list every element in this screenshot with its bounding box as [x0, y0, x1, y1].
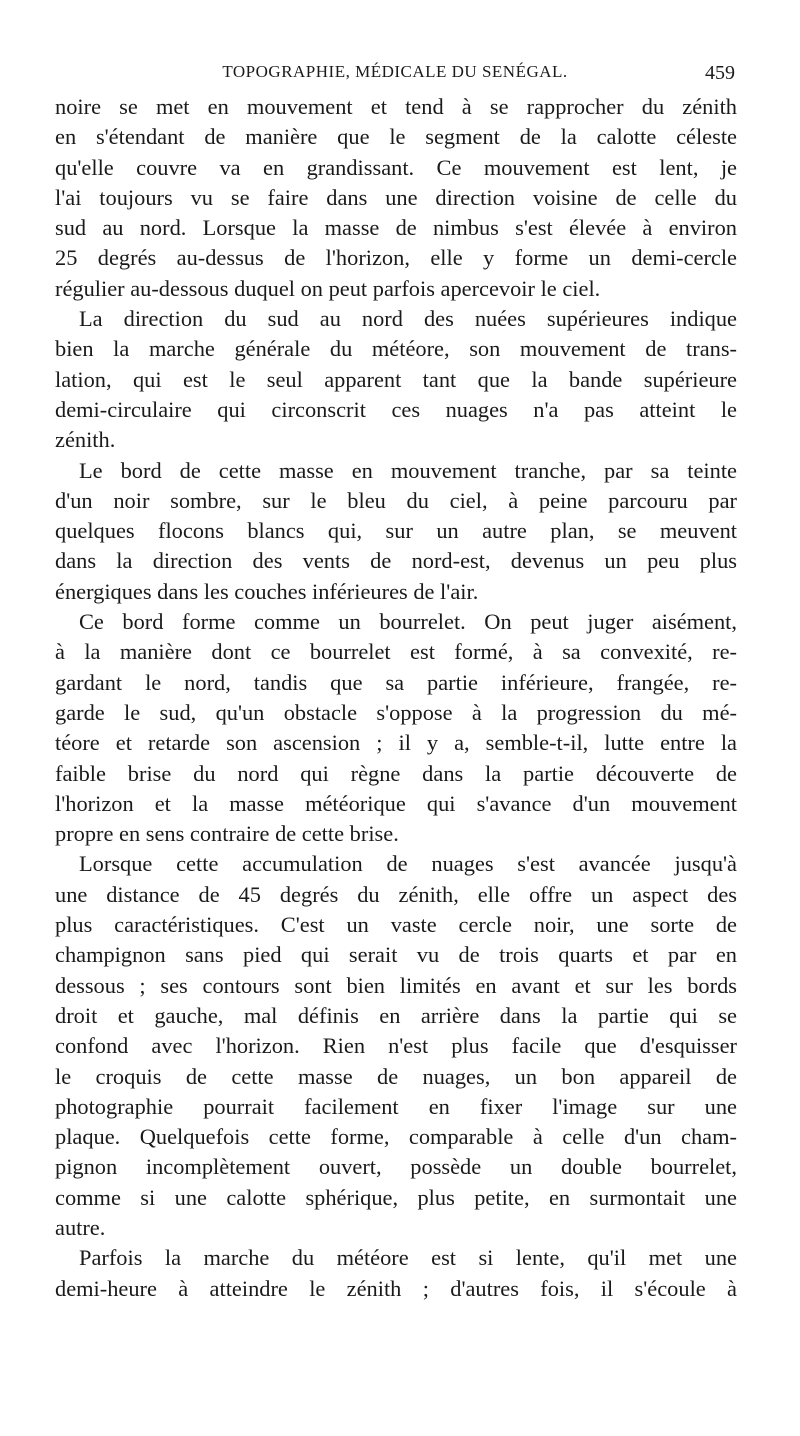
text-line: lation, qui est le seul apparent tant que la bande supérieure — [55, 366, 737, 392]
text-line: qu'elle couvre va en grandissant. Ce mouvement est lent, je — [55, 154, 737, 180]
text-line: Le bord de cette masse en mouvement tranche, par sa teinte — [79, 457, 737, 483]
text-line: le croquis de cette masse de nuages, un bon appareil de — [55, 1063, 737, 1089]
text-line: faible brise du nord qui règne dans la partie découverte de — [55, 760, 737, 786]
text-line: propre en sens contraire de cette brise. — [55, 821, 399, 847]
text-line: dans la direction des vents de nord-est, devenus un peu plus — [55, 548, 737, 574]
running-head — [55, 62, 735, 86]
text-line: téore et retarde son ascension ; il y a, semble-t-il, lutte entre la — [55, 730, 737, 756]
text-line: autre. — [55, 1214, 106, 1240]
running-title: TOPOGRAPHIE, MÉDICALE DU SENÉGAL. — [222, 62, 568, 81]
page-number: 459 — [705, 62, 735, 84]
paragraph — [55, 849, 737, 1243]
text-line: Lorsque cette accumulation de nuages s'est avancée jusqu'à — [79, 851, 737, 877]
text-line: dessous ; ses contours sont bien limités en avant et sur les bords — [55, 972, 737, 998]
text-line: comme si une calotte sphérique, plus petite, en surmontait une — [55, 1184, 737, 1210]
paragraph — [55, 92, 737, 304]
text-line: énergiques dans les couches inférieures de l'air. — [55, 578, 479, 604]
text-line: sud au nord. Lorsque la masse de nimbus s'est élevée à environ — [55, 215, 737, 241]
paragraph — [55, 304, 737, 455]
text-line: l'horizon et la masse météorique qui s'avance d'un mouvement — [55, 790, 737, 816]
text-line: en s'étendant de manière que le segment de la calotte céleste — [55, 124, 737, 150]
text-line: plus caractéristiques. C'est un vaste cercle noir, une sorte de — [55, 912, 737, 938]
text-line: une distance de 45 degrés du zénith, elle offre un aspect des — [55, 881, 737, 907]
text-line: champignon sans pied qui serait vu de trois quarts et par en — [55, 942, 737, 968]
paragraph — [55, 1243, 737, 1304]
text-line: demi-heure à atteindre le zénith ; d'autres fois, il s'écoule à — [55, 1275, 737, 1301]
text-line: d'un noir sombre, sur le bleu du ciel, à peine parcouru par — [55, 487, 737, 513]
text-line: régulier au-dessous duquel on peut parfois apercevoir le ciel. — [55, 275, 601, 301]
text-line: noire se met en mouvement et tend à se rapprocher du zénith — [55, 94, 737, 119]
text-line: l'ai toujours vu se faire dans une direction voisine de celle du — [55, 184, 737, 210]
text-line: gardant le nord, tandis que sa partie inférieure, frangée, re- — [55, 669, 737, 695]
text-line: La direction du sud au nord des nuées supérieures indique — [79, 306, 737, 332]
paragraph — [55, 456, 737, 607]
text-line: garde le sud, qu'un obstacle s'oppose à la progression du mé- — [55, 699, 737, 725]
text-line: demi-circulaire qui circonscrit ces nuages n'a pas atteint le — [55, 396, 737, 422]
text-line: pignon incomplètement ouvert, possède un double bourrelet, — [55, 1154, 737, 1180]
text-line: photographie pourrait facilement en fixer l'image sur une — [55, 1093, 737, 1119]
text-line: Parfois la marche du météore est si lente, qu'il met une — [79, 1245, 737, 1271]
text-line: 25 degrés au-dessus de l'horizon, elle y forme un demi-cercle — [55, 245, 737, 271]
paragraph — [55, 607, 737, 849]
text-line: zénith. — [55, 427, 116, 453]
text-line: confond avec l'horizon. Rien n'est plus facile que d'esquisser — [55, 1033, 737, 1059]
text-line: bien la marche générale du météore, son mouvement de trans- — [55, 336, 737, 362]
text-line: à la manière dont ce bourrelet est formé, à sa convexité, re- — [55, 639, 737, 665]
body-text — [55, 92, 737, 1304]
text-line: plaque. Quelquefois cette forme, comparable à celle d'un cham- — [55, 1124, 737, 1150]
text-line: quelques flocons blancs qui, sur un autre plan, se meuvent — [55, 518, 737, 544]
text-line: Ce bord forme comme un bourrelet. On peut juger aisément, — [79, 609, 737, 635]
text-line: droit et gauche, mal définis en arrière dans la partie qui se — [55, 1002, 737, 1028]
